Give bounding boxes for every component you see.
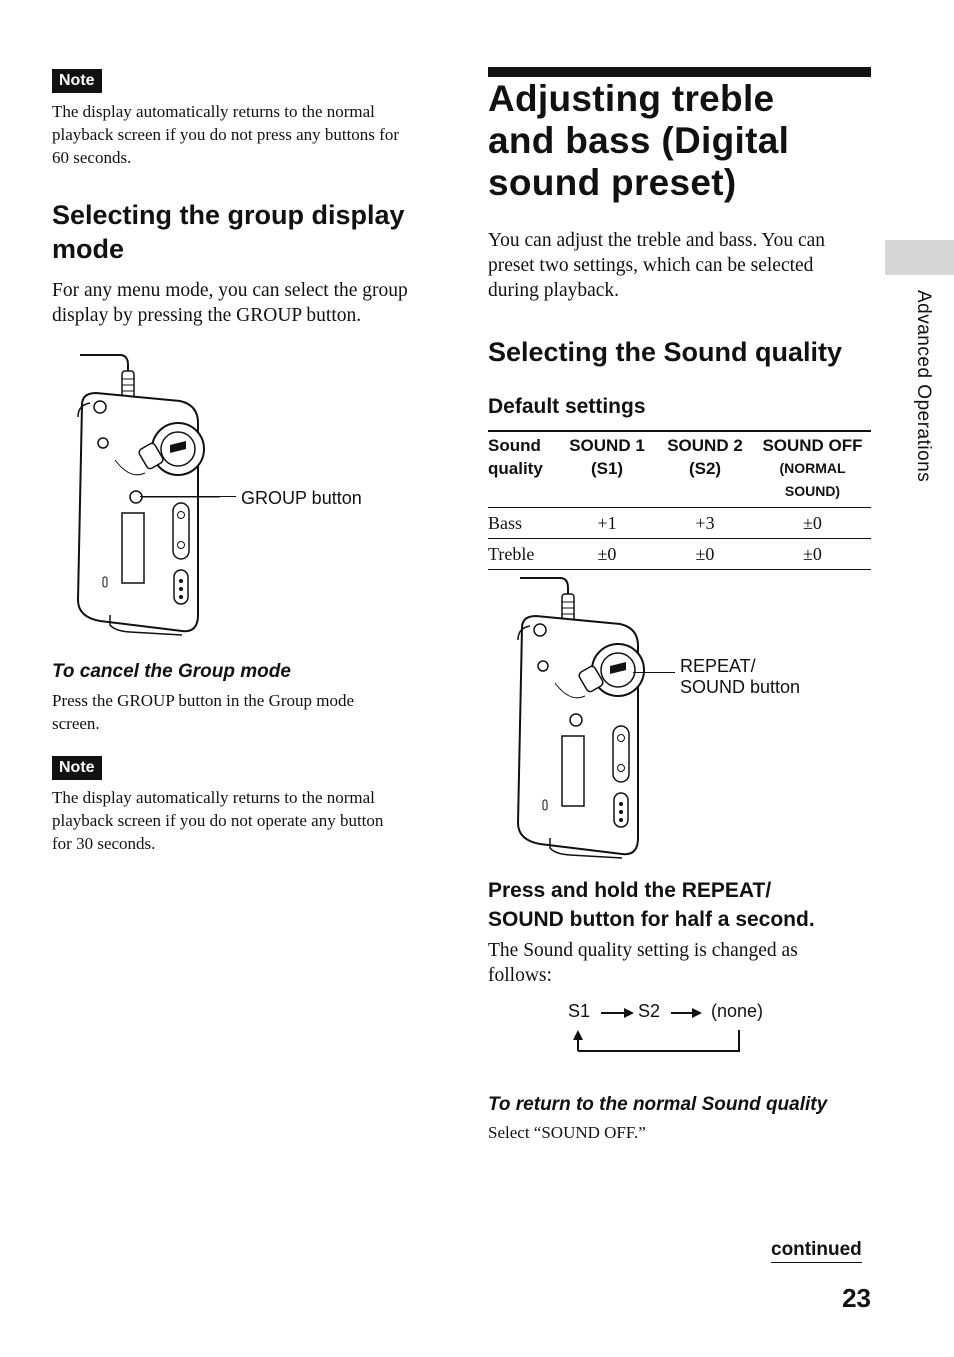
table-cell: Bass [488,512,523,533]
note-line: 60 seconds. [52,148,132,167]
note-text [52,100,452,169]
default-settings-heading: Default settings [488,395,646,418]
note-line: for 30 seconds. [52,834,156,853]
text-line: Press the GROUP button in the Group mode [52,691,355,710]
label-line: SOUND button [680,677,801,697]
table-header-cell: Sound quality [488,436,543,478]
title-line: and bass (Digital [488,120,790,161]
title-line: sound preset) [488,162,737,203]
note-badge: Note [52,69,102,93]
player-illustration-sound [510,570,660,865]
heading-line: Press and hold the REPEAT/ [488,879,772,902]
cancel-group-text [52,689,452,735]
table-header-cell: SOUND 1 (S1) [569,436,645,478]
table-cell: +3 [695,512,715,533]
heading-line: SOUND button for half a second. [488,908,815,931]
repeat-sound-button-label [680,656,800,698]
flow-arrows [566,1004,746,1056]
table-header-cell: SOUND OFF (NORMAL SOUND) [762,436,863,499]
table-cell: Treble [488,543,535,564]
flow-none: (none) [711,1001,764,1021]
note-line: playback screen if you do not operate any button [52,811,384,830]
note-badge: Note [52,756,102,780]
title-rule [488,67,871,77]
note-line: The display automatically returns to the normal [52,102,375,121]
label-line: REPEAT/ [680,656,756,676]
title-line: Adjusting treble [488,78,775,119]
step-text [488,938,878,988]
continued-label: continued [771,1238,862,1263]
section-title-group-display [52,198,452,266]
text-line: display by pressing the GROUP button. [52,305,362,326]
side-tab-label: Advanced Operations [913,290,934,483]
group-button-label: GROUP button [241,488,362,508]
table-cell: +1 [597,512,617,533]
section-title-sound-quality: Selecting the Sound quality [488,337,843,367]
text-line: screen. [52,714,100,733]
return-normal-heading: To return to the normal Sound quality [488,1094,828,1115]
treble-bass-intro [488,228,878,303]
group-intro-text [52,278,452,328]
table-header-row [488,431,871,508]
table-cell: ±0 [803,512,822,533]
note-text [52,786,452,855]
leader-line [140,496,236,497]
table-cell: ±0 [803,543,822,564]
text-line: follows: [488,965,552,986]
table-cell: ±0 [695,543,715,564]
table-cell: ±0 [597,543,617,564]
flow-s1: S1 [568,1001,591,1021]
table-header-cell: SOUND 2 (S2) [667,436,743,478]
title-line: mode [52,234,125,264]
page-title [488,78,883,204]
note-line: playback screen if you do not press any buttons for [52,125,399,144]
table-row [488,539,871,570]
text-line: You can adjust the treble and bass. You can [488,230,826,251]
player-illustration-group [70,345,220,640]
text-line: preset two settings, which can be selected [488,255,814,276]
cancel-group-heading: To cancel the Group mode [52,661,291,682]
leader-line [633,672,675,673]
step-heading [488,876,888,934]
text-line: The Sound quality setting is changed as [488,940,798,961]
side-tab [885,240,954,275]
text-line: For any menu mode, you can select the group [52,280,408,301]
table-row [488,508,871,539]
return-normal-text: Select “SOUND OFF.” [488,1123,646,1142]
flow-s2: S2 [638,1001,661,1021]
title-line: Selecting the group display [52,200,405,230]
page-number: 23 [842,1283,871,1313]
note-line: The display automatically returns to the normal [52,788,375,807]
text-line: during playback. [488,280,620,301]
default-settings-table [488,430,871,570]
